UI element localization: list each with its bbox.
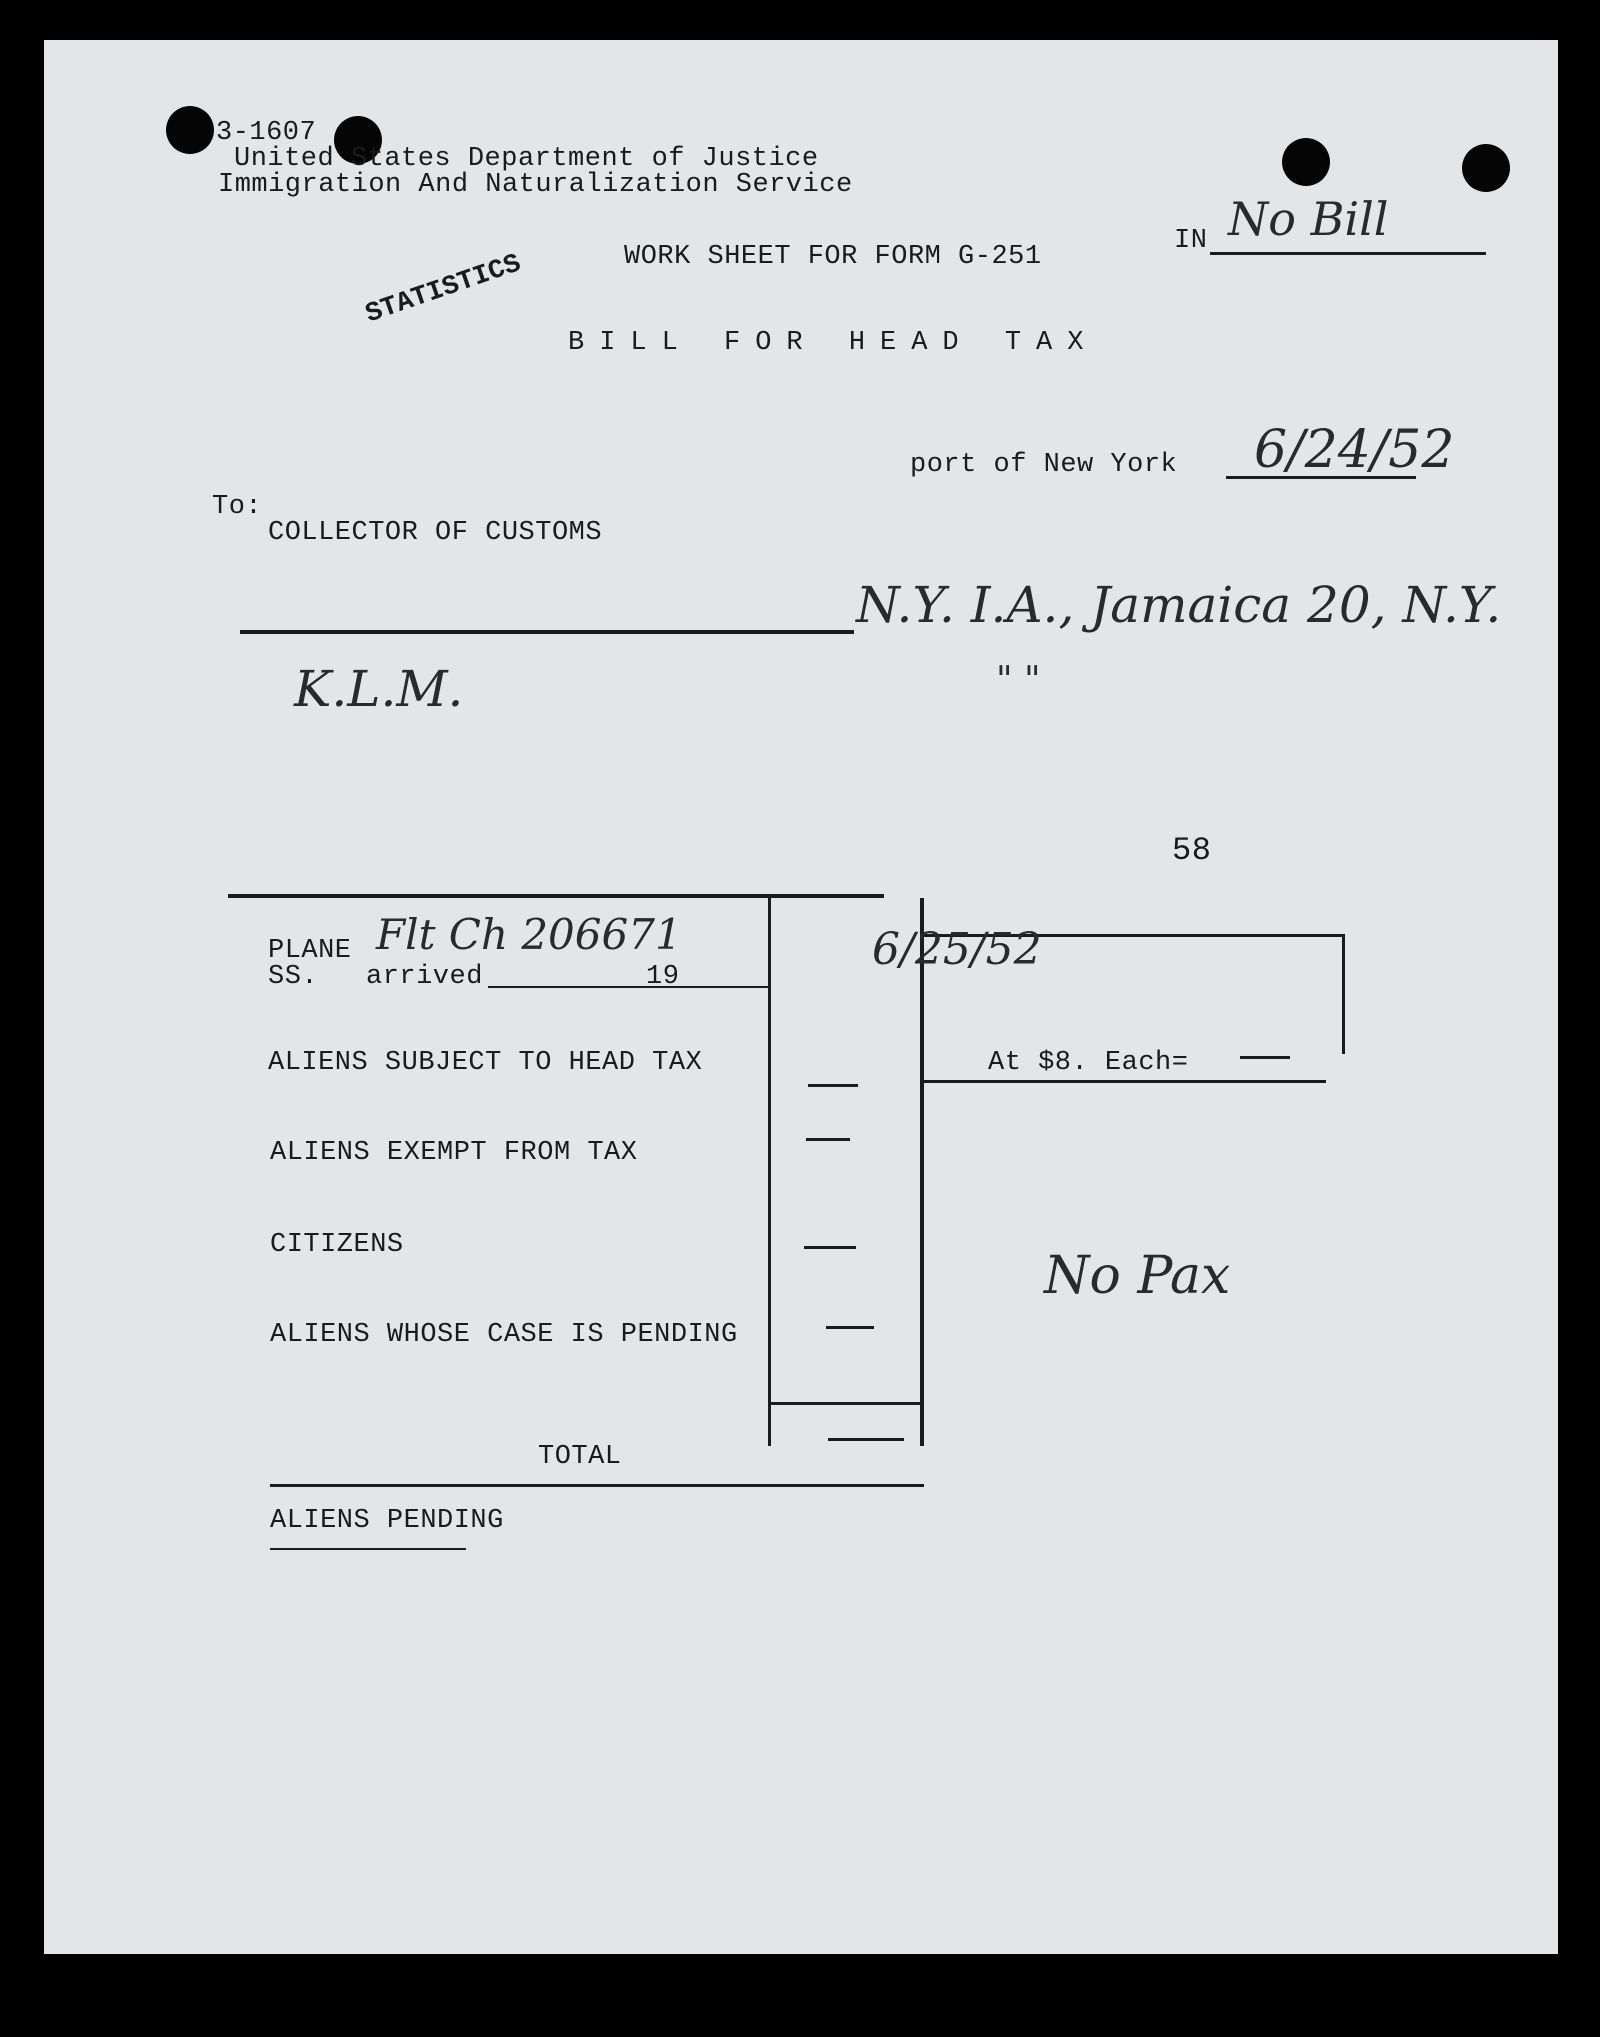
flight-handwriting: Flt Ch 206671 [376,910,682,959]
port-label: port of New York [910,450,1178,480]
address-underline [240,630,854,634]
record-number: 58 [1172,832,1212,869]
ss-label: SS. [268,962,319,992]
punch-hole [166,106,214,154]
to-label: To: [212,492,263,522]
total-label: TOTAL [538,1442,622,1472]
column-left-border [768,898,771,1446]
plane-label: PLANE [268,936,352,966]
department-name: United States Department of Justice [234,144,819,174]
arrived-label: arrived [366,962,483,992]
port-date: 6/24/52 [1254,420,1455,480]
arrived-underline [488,986,768,988]
in-label: IN [1174,226,1208,256]
statistics-stamp: STATISTICS [362,249,525,331]
service-name: Immigration And Naturalization Service [218,170,853,200]
in-value: No Bill [1228,192,1389,246]
table-bottom-rule [270,1484,924,1487]
total-separator [771,1402,920,1405]
rate-box-bottom [924,1080,1326,1083]
punch-hole [1282,138,1330,186]
exempt-label: ALIENS EXEMPT FROM TAX [270,1138,638,1168]
rate-dash [1240,1056,1290,1059]
arrival-date-handwriting: 6/25/52 [872,924,1042,975]
file-number: 3-1607 [216,118,317,148]
exempt-dash [806,1138,850,1141]
total-dash [828,1438,904,1441]
in-underline [1210,252,1486,255]
citizens-label: CITIZENS [270,1230,404,1260]
rate-box-right [1342,934,1345,1054]
ditto-marks: " " [996,660,1041,701]
citizens-dash [804,1246,856,1249]
carrier-handwriting: K.L.M. [294,660,464,718]
pending-case-dash [826,1326,874,1329]
document-page [44,40,1558,1954]
bill-title: BILL FOR HEAD TAX [568,328,1099,358]
address-handwriting: N.Y. I.A., Jamaica 20, N.Y. [856,576,1502,634]
year-prefix: 19 [646,962,680,992]
subject-dash [808,1084,858,1087]
aliens-pending-label: ALIENS PENDING [270,1506,504,1536]
column-right-border [920,898,924,1446]
rate-label: At $8. Each= [988,1048,1189,1078]
punch-hole [1462,144,1510,192]
pending-case-label: ALIENS WHOSE CASE IS PENDING [270,1320,738,1350]
no-pax-note: No Pax [1044,1246,1231,1306]
collector-name: COLLECTOR OF CUSTOMS [268,518,603,548]
form-title: WORK SHEET FOR FORM G-251 [624,242,1042,272]
subject-to-tax-label: ALIENS SUBJECT TO HEAD TAX [268,1048,703,1078]
table-top-rule [228,894,884,898]
pending-underline [270,1548,466,1550]
